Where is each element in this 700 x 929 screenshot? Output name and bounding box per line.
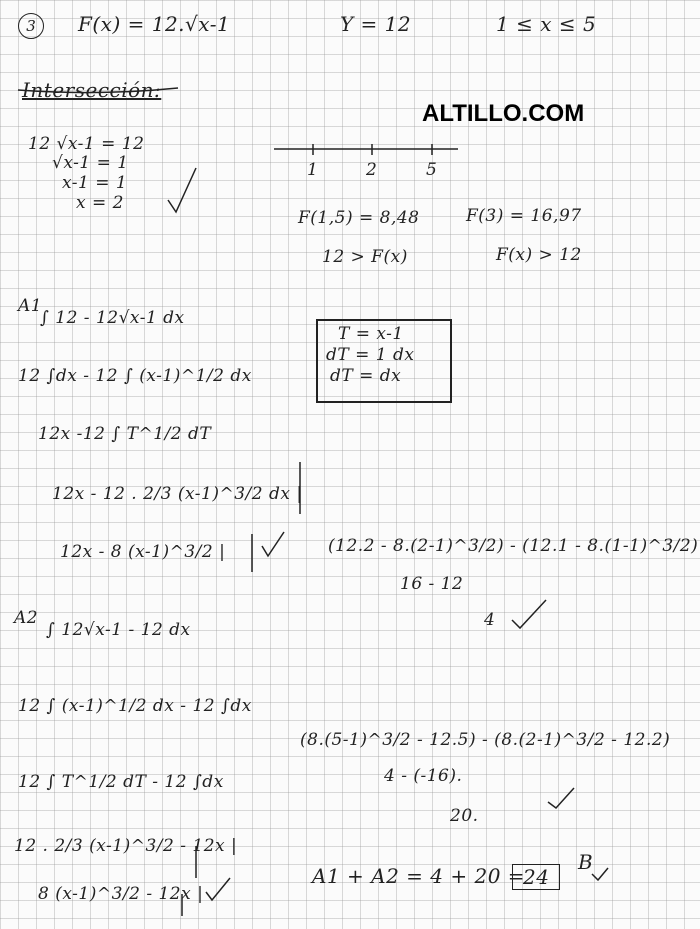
a2-step: 12 ∫ T^1/2 dT - 12 ∫dx xyxy=(18,772,224,792)
watermark: ALTILLO.COM xyxy=(422,100,585,127)
a1-evaluation: (12.2 - 8.(2-1)^3/2) - (12.1 - 8.(1-1)^3/2) xyxy=(328,536,699,556)
check-mark xyxy=(512,600,546,628)
a2-antiderivative: 8 (x-1)^3/2 - 12x | xyxy=(38,884,204,904)
title-underline xyxy=(18,88,178,93)
intersection-step: √x-1 = 1 xyxy=(52,153,129,173)
check-mark xyxy=(592,868,608,880)
substitution-line: dT = 1 dx xyxy=(326,345,415,365)
line-equation: Y = 12 xyxy=(340,12,412,36)
intersection-title: Intersección: xyxy=(22,78,162,102)
intersection-step: x = 2 xyxy=(76,193,124,213)
final-sum: A1 + A2 = 4 + 20 = xyxy=(312,864,526,888)
check-mark xyxy=(168,168,196,212)
number-line-tick-label: 2 xyxy=(366,160,378,180)
eval-f-1-5: F(1,5) = 8,48 xyxy=(298,208,420,228)
a1-result: 4 xyxy=(484,610,496,630)
number-line-tick-label: 5 xyxy=(426,160,438,180)
intersection-step: x-1 = 1 xyxy=(62,173,128,193)
a2-label: A2 xyxy=(14,608,39,628)
a1-antiderivative: 12x - 8 (x-1)^3/2 | xyxy=(60,542,226,562)
a1-label: A1 xyxy=(18,296,43,316)
check-mark xyxy=(206,878,230,900)
check-mark xyxy=(262,532,284,556)
a1-values: 16 - 12 xyxy=(400,574,464,594)
a1-integral: ∫ 12 - 12√x-1 dx xyxy=(40,308,185,328)
comparison-right: F(x) > 12 xyxy=(496,245,582,265)
grade-mark: B xyxy=(578,850,594,874)
substitution-line: dT = dx xyxy=(330,366,402,386)
comparison-left: 12 > F(x) xyxy=(322,247,408,267)
a2-values: 4 - (-16). xyxy=(384,766,463,786)
a2-step: 12 ∫ (x-1)^1/2 dx - 12 ∫dx xyxy=(18,696,252,716)
a1-step: 12x - 12 . 2/3 (x-1)^3/2 dx | xyxy=(52,484,303,504)
eval-f-3: F(3) = 16,97 xyxy=(466,206,582,226)
number-line-tick-label: 1 xyxy=(307,160,319,180)
a2-evaluation: (8.(5-1)^3/2 - 12.5) - (8.(2-1)^3/2 - 12.2) xyxy=(300,730,671,750)
a1-step: 12x -12 ∫ T^1/2 dT xyxy=(38,424,212,444)
final-total: 24 xyxy=(512,864,560,890)
a1-step: 12 ∫dx - 12 ∫ (x-1)^1/2 dx xyxy=(18,366,252,386)
intersection-step: 12 √x-1 = 12 xyxy=(28,134,145,154)
a2-step: 12 . 2/3 (x-1)^3/2 - 12x | xyxy=(14,836,238,856)
problem-number: 3 xyxy=(18,13,44,39)
function-definition: F(x) = 12.√x-1 xyxy=(78,12,231,36)
a2-result: 20. xyxy=(450,806,479,826)
substitution-line: T = x-1 xyxy=(338,324,404,344)
check-mark xyxy=(548,788,574,808)
domain-interval: 1 ≤ x ≤ 5 xyxy=(496,12,597,36)
a2-integral: ∫ 12√x-1 - 12 dx xyxy=(46,620,191,640)
